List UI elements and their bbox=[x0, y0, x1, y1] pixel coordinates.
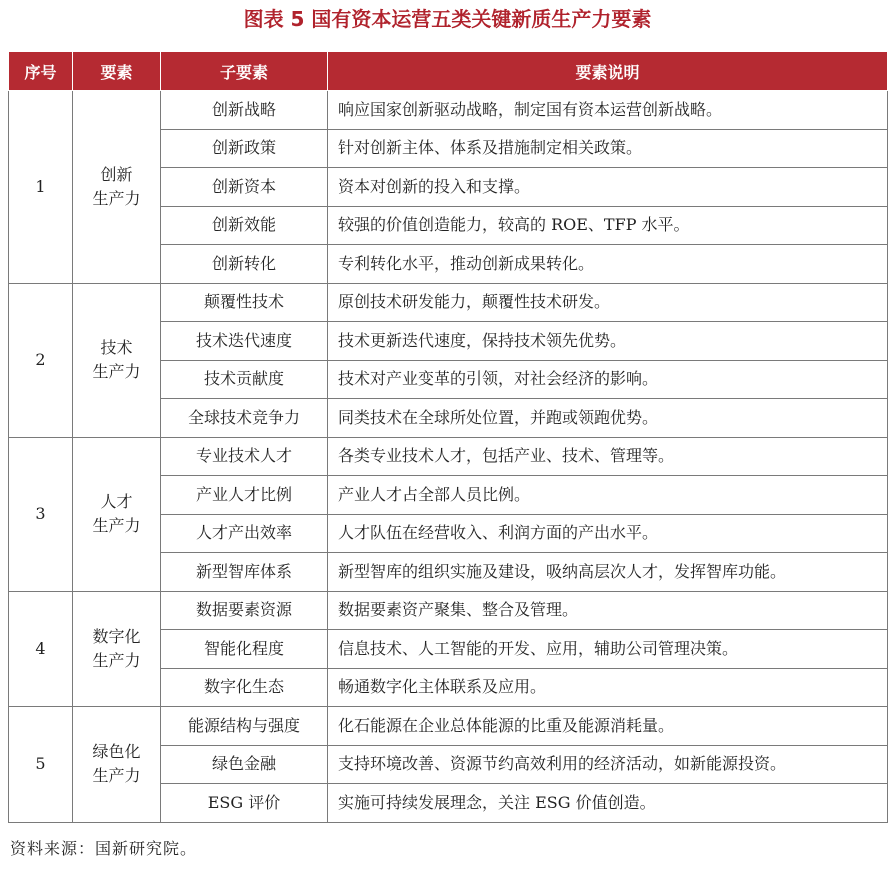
description: 响应国家创新驱动战略，制定国有资本运营创新战略。 bbox=[328, 91, 888, 130]
description: 较强的价值创造能力，较高的 ROE、TFP 水平。 bbox=[328, 206, 888, 245]
sub-element: ESG 评价 bbox=[161, 784, 328, 823]
group-number: 4 bbox=[9, 591, 73, 707]
description: 专利转化水平，推动创新成果转化。 bbox=[328, 245, 888, 284]
sub-element: 创新战略 bbox=[161, 91, 328, 130]
description: 人才队伍在经营收入、利润方面的产出水平。 bbox=[328, 514, 888, 553]
sub-element: 创新政策 bbox=[161, 129, 328, 168]
sub-element: 创新转化 bbox=[161, 245, 328, 284]
sub-element: 全球技术竞争力 bbox=[161, 399, 328, 438]
table-row bbox=[9, 707, 888, 746]
group-element: 创新 生产力 bbox=[73, 91, 161, 284]
sub-element: 人才产出效率 bbox=[161, 514, 328, 553]
source-note: 资料来源：国新研究院。 bbox=[10, 839, 198, 858]
sub-element: 能源结构与强度 bbox=[161, 707, 328, 746]
description: 原创技术研发能力，颠覆性技术研发。 bbox=[328, 283, 888, 322]
group-number: 1 bbox=[9, 91, 73, 284]
sub-element: 智能化程度 bbox=[161, 630, 328, 669]
group-element: 数字化 生产力 bbox=[73, 591, 161, 707]
description: 数据要素资产聚集、整合及管理。 bbox=[328, 591, 888, 630]
table-row bbox=[9, 437, 888, 476]
header-description: 要素说明 bbox=[328, 52, 888, 91]
sub-element: 数字化生态 bbox=[161, 668, 328, 707]
description: 各类专业技术人才，包括产业、技术、管理等。 bbox=[328, 437, 888, 476]
description: 支持环境改善、资源节约高效利用的经济活动，如新能源投资。 bbox=[328, 745, 888, 784]
description: 畅通数字化主体联系及应用。 bbox=[328, 668, 888, 707]
header-num: 序号 bbox=[9, 52, 73, 91]
group-number: 5 bbox=[9, 707, 73, 823]
description: 产业人才占全部人员比例。 bbox=[328, 476, 888, 515]
table-row bbox=[9, 91, 888, 130]
sub-element: 数据要素资源 bbox=[161, 591, 328, 630]
header-row bbox=[9, 52, 888, 91]
group-number: 3 bbox=[9, 437, 73, 591]
description: 化石能源在企业总体能源的比重及能源消耗量。 bbox=[328, 707, 888, 746]
factors-table bbox=[8, 51, 888, 823]
sub-element: 创新资本 bbox=[161, 168, 328, 207]
sub-element: 技术迭代速度 bbox=[161, 322, 328, 361]
sub-element: 产业人才比例 bbox=[161, 476, 328, 515]
group-number: 2 bbox=[9, 283, 73, 437]
description: 技术更新迭代速度，保持技术领先优势。 bbox=[328, 322, 888, 361]
description: 针对创新主体、体系及措施制定相关政策。 bbox=[328, 129, 888, 168]
group-element: 绿色化 生产力 bbox=[73, 707, 161, 823]
description: 技术对产业变革的引领，对社会经济的影响。 bbox=[328, 360, 888, 399]
group-element: 人才 生产力 bbox=[73, 437, 161, 591]
group-element: 技术 生产力 bbox=[73, 283, 161, 437]
description: 新型智库的组织实施及建设，吸纳高层次人才，发挥智库功能。 bbox=[328, 553, 888, 592]
table-row bbox=[9, 591, 888, 630]
table-title: 图表 5 国有资本运营五类关键新质生产力要素 bbox=[243, 7, 652, 31]
sub-element: 专业技术人才 bbox=[161, 437, 328, 476]
header-element: 要素 bbox=[73, 52, 161, 91]
description: 同类技术在全球所处位置，并跑或领跑优势。 bbox=[328, 399, 888, 438]
table-row bbox=[9, 283, 888, 322]
description: 信息技术、人工智能的开发、应用，辅助公司管理决策。 bbox=[328, 630, 888, 669]
sub-element: 技术贡献度 bbox=[161, 360, 328, 399]
sub-element: 创新效能 bbox=[161, 206, 328, 245]
sub-element: 绿色金融 bbox=[161, 745, 328, 784]
sub-element: 新型智库体系 bbox=[161, 553, 328, 592]
description: 资本对创新的投入和支撑。 bbox=[328, 168, 888, 207]
description: 实施可持续发展理念，关注 ESG 价值创造。 bbox=[328, 784, 888, 823]
sub-element: 颠覆性技术 bbox=[161, 283, 328, 322]
header-sub-element: 子要素 bbox=[161, 52, 328, 91]
